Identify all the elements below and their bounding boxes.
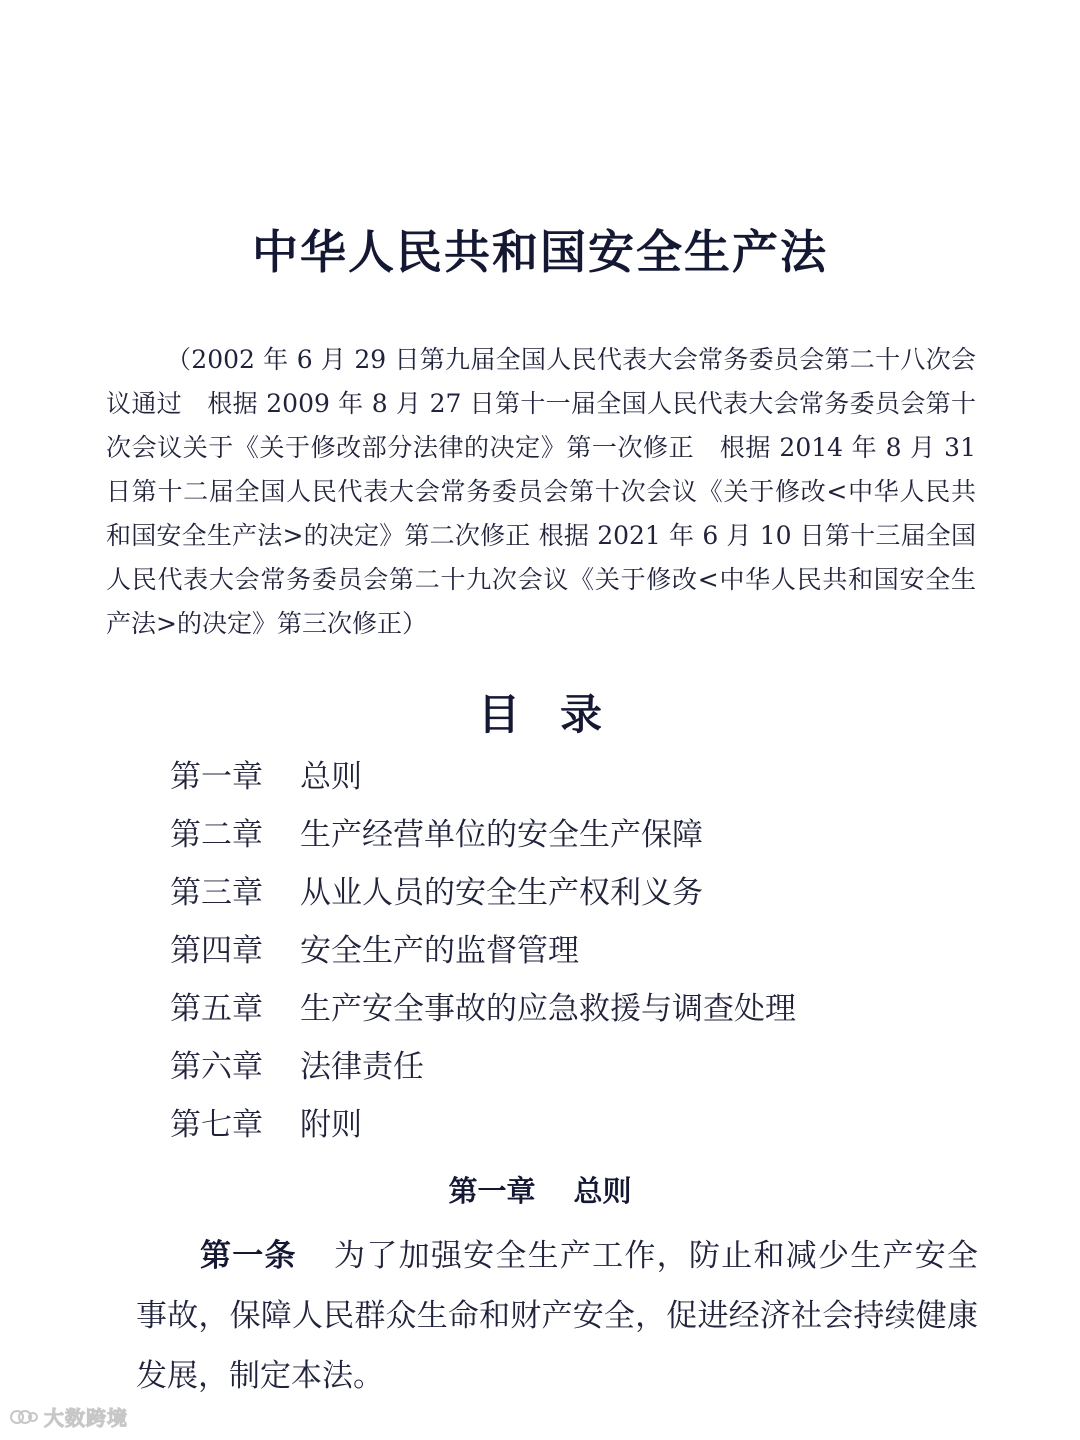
toc-chapter-number: 第二章 xyxy=(170,817,263,853)
chapter-number: 第一章 xyxy=(448,1174,536,1208)
toc-chapter-number: 第六章 xyxy=(170,1049,263,1085)
toc-chapter-title: 生产经营单位的安全生产保障 xyxy=(300,817,703,853)
chapter-heading xyxy=(0,1166,1080,1216)
toc-chapter-title: 附则 xyxy=(300,1107,362,1143)
article-text: 为了加强安全生产工作，防止和减少生产安全事故，保障人民群众生命和财产安全，促进经济社会持续健康发展，制定本法。 xyxy=(136,1238,979,1394)
brand-logo-icon xyxy=(10,1406,38,1428)
toc-chapter-number: 第一章 xyxy=(170,759,263,795)
toc-item xyxy=(170,864,970,922)
table-of-contents xyxy=(170,748,970,1154)
toc-item xyxy=(170,806,970,864)
toc-chapter-number: 第三章 xyxy=(170,875,263,911)
watermark xyxy=(10,1402,128,1431)
toc-chapter-title: 总则 xyxy=(300,759,362,795)
watermark-text: 大数跨境 xyxy=(44,1406,128,1430)
toc-chapter-title: 生产安全事故的应急救援与调查处理 xyxy=(300,991,796,1027)
toc-item xyxy=(170,1096,970,1154)
toc-chapter-title: 法律责任 xyxy=(300,1049,424,1085)
toc-item xyxy=(170,748,970,806)
chapter-title: 总则 xyxy=(573,1174,632,1208)
toc-chapter-number: 第七章 xyxy=(170,1107,263,1143)
toc-chapter-number: 第四章 xyxy=(170,933,263,969)
toc-item xyxy=(170,1038,970,1096)
legislative-history: （2002 年 6 月 29 日第九届全国人民代表大会常务委员会第二十八次会议通过 根据 2009 年 8 月 27 日第十一届全国人民代表大会常务委员会第十次会议关于《关于修改部分法律的决定》第一次修正 根据 2014 年 8 月 31 日第十二届全国人民代表大会常务委员会第十次会议《关于修改<中华人民共和国安全生产法>的决定》第二次修正 根据 2021 年 6 月 10 日第十三届全国人民代表大会常务委员会第二十九次会议《关于修改<中华人民共和国安全生产法>的决定》第三次修正） xyxy=(106,345,976,638)
toc-item xyxy=(170,922,970,980)
toc-chapter-title: 安全生产的监督管理 xyxy=(300,933,579,969)
toc-item xyxy=(170,980,970,1038)
article-1 xyxy=(136,1226,978,1406)
toc-heading: 目录 xyxy=(477,690,642,739)
document-title: 中华人民共和国安全生产法 xyxy=(252,225,828,279)
toc-chapter-title: 从业人员的安全生产权利义务 xyxy=(300,875,703,911)
article-label: 第一条 xyxy=(200,1238,297,1274)
toc-chapter-number: 第五章 xyxy=(170,991,263,1027)
